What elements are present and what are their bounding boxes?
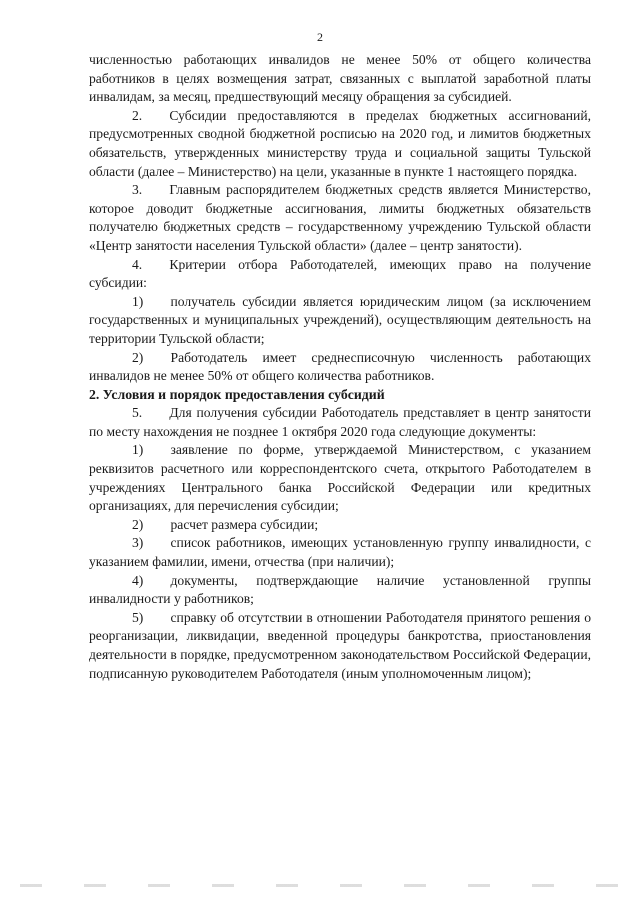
document-item-5: 5) справку об отсутствии в отношении Работодателя принятого решения о реорганизации, ликвидации, введенной процедуры банкротства, приостановления деятельности в порядке, предусмотренном законодательством Российской Федерации, подписанную руководителем Работодателя (иным уполномоченным лицом); <box>89 609 591 681</box>
paragraph-subitem-1: 1) получатель субсидии является юридическим лицом (за исключением государственных и муниципальных учреждений), осуществляющим деятельность на территории Тульской области; <box>89 293 591 346</box>
document-item-3: 3) список работников, имеющих установленную группу инвалидности, с указанием фамилии, имени, отчества (при наличии); <box>89 535 591 570</box>
page-number: 2 <box>317 30 323 44</box>
paragraph-item-2: 2. Субсидии предоставляются в пределах бюджетных ассигнований, предусмотренных сводной бюджетной росписью на 2020 год, и лимитов бюджетных обязательств, утвержденных министерству труда и социальной защиты Тульской области (далее – Министерство) на цели, указанные в пункте 1 настоящего порядка. <box>89 107 591 179</box>
paragraph-item-5: 5. Для получения субсидии Работодатель представляет в центр занятости по месту нахождения не позднее 1 октября 2020 года следующие документы: <box>89 405 591 439</box>
section-heading: 2. Условия и порядок предоставления субсидий <box>89 386 385 402</box>
document-body <box>89 51 591 683</box>
scan-artifacts <box>20 884 620 887</box>
document-item-4: 4) документы, подтверждающие наличие установленной группы инвалидности у работников; <box>89 572 591 607</box>
document-item-1: 1) заявление по форме, утверждаемой Министерством, с указанием реквизитов расчетного или корреспондентского счета, открытого Работодателем в учреждениях Центрального банка Российской Федерации или кредитных организациях, для перечисления субсидии; <box>89 442 591 514</box>
paragraph-continuation: численностью работающих инвалидов не менее 50% от общего количества работников в целях возмещения затрат, связанных с выплатой заработной платы инвалидам, за месяц, предшествующий месяцу обращения за субсидией. <box>89 52 591 105</box>
document-item-2: 2) расчет размера субсидии; <box>132 516 319 532</box>
paragraph-item-4: 4. Критерии отбора Работодателей, имеющих право на получение субсидии: <box>89 256 591 291</box>
paragraph-subitem-2: 2) Работодатель имеет среднесписочную численность работающих инвалидов не менее 50% от общего количества работников. <box>89 349 591 384</box>
paragraph-item-3: 3. Главным распорядителем бюджетных средств является Министерство, которое доводит бюджетные ассигнования, лимиты бюджетных обязательств получателю бюджетных средств – государственному учреждению Тульской области «Центр занятости населения Тульской области» (далее – центр занятости). <box>89 182 591 253</box>
